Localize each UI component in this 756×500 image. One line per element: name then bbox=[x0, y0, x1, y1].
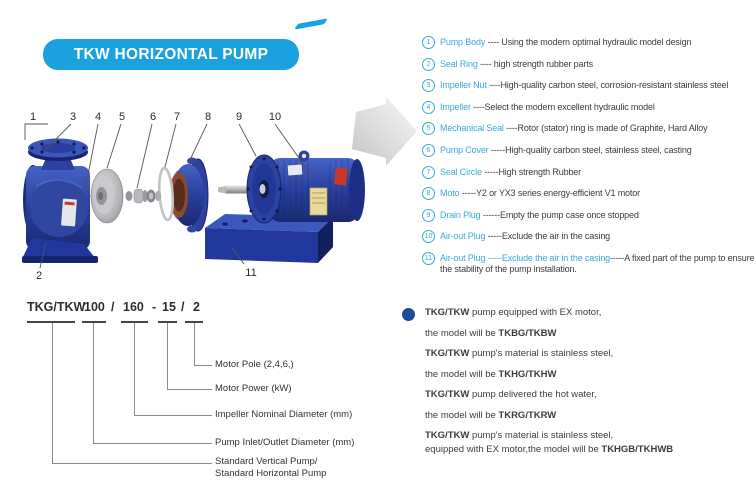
model-code-segment: - bbox=[152, 300, 157, 314]
code-callout-label: Motor Pole (2,4,6,) bbox=[215, 359, 294, 370]
part-description: -----Exclude the air in the casing bbox=[485, 231, 611, 242]
part-description: -----High-quality carbon steel, stainless steel, casting bbox=[488, 144, 692, 155]
code-callout-label: Standard Horizontal Pump bbox=[215, 468, 327, 479]
code-underline bbox=[82, 321, 106, 323]
code-underline bbox=[27, 321, 75, 323]
model-code-segment: / bbox=[181, 300, 185, 314]
part-name: Moto bbox=[440, 188, 460, 199]
title-banner bbox=[43, 39, 299, 70]
parts-list-item bbox=[422, 37, 756, 49]
variant-line: TKG/TKW pump delivered the hot water, bbox=[425, 389, 597, 400]
callout-line bbox=[134, 415, 212, 416]
item-badge: 10 bbox=[422, 230, 435, 243]
model-code: TKRG/TKRW bbox=[498, 409, 557, 421]
item-badge: 1 bbox=[422, 36, 435, 49]
arrow-right-icon bbox=[352, 97, 417, 166]
variant-line: TKG/TKW pump equipped with EX motor, bbox=[425, 307, 602, 318]
part-name: Impeller bbox=[440, 101, 471, 112]
bullet-dot bbox=[402, 308, 415, 321]
parts-list-item bbox=[422, 231, 756, 243]
part-name: Pump Body bbox=[440, 37, 486, 47]
part-name: Seal Circle bbox=[440, 166, 482, 177]
item-badge: 9 bbox=[422, 209, 435, 222]
item-badge: 5 bbox=[422, 122, 435, 135]
motor-shaft bbox=[218, 186, 226, 194]
part-name: Air-out Plug bbox=[440, 252, 486, 263]
variant-line: the model will be TKBG/TKBW bbox=[425, 327, 557, 339]
item-badge: 4 bbox=[422, 101, 435, 114]
motor bbox=[218, 151, 365, 224]
callout-line bbox=[167, 389, 212, 390]
variant-line: TKG/TKW pump's material is stainless steel, bbox=[425, 430, 614, 441]
model-code: TKHGB/TKHWB bbox=[601, 444, 674, 455]
part-number-label: 5 bbox=[118, 111, 126, 123]
part-description: ----Rotor (stator) ring is made of Graphite, Hard Alloy bbox=[503, 123, 708, 134]
part-number-label: 8 bbox=[204, 111, 212, 123]
model-code-segment: 15 bbox=[162, 300, 176, 314]
part-number-label: 2 bbox=[35, 270, 43, 282]
code-callout-label: Pump Inlet/Outlet Diameter (mm) bbox=[215, 437, 355, 448]
model-code-segment: / bbox=[111, 300, 115, 314]
part-number-label: 4 bbox=[94, 111, 102, 123]
variant-line: TKG/TKW pump's material is stainless steel, bbox=[425, 348, 614, 359]
part-name: Pump Cover bbox=[440, 144, 489, 155]
part-description: ----High-quality carbon steel, corrosion-resistant stainless steel bbox=[486, 80, 729, 91]
part-description: -----A fixed part of the pump to ensure the stability of the pump installation. bbox=[440, 252, 755, 275]
model-code-segment: TKG/TKW bbox=[27, 300, 86, 314]
banner-swoosh bbox=[294, 18, 328, 29]
code-callout-label: Standard Vertical Pump/ bbox=[215, 456, 318, 467]
motor-nameplate bbox=[310, 188, 327, 215]
model-code-segment: 160 bbox=[123, 300, 144, 314]
model-code-segment: 2 bbox=[193, 300, 200, 314]
pump-body bbox=[22, 139, 98, 264]
callout-line bbox=[52, 323, 53, 463]
callout-line bbox=[93, 323, 94, 443]
part-number-label: 11 bbox=[245, 267, 257, 279]
part-description: ----Select the modern excellent hydraulic model bbox=[470, 101, 655, 112]
item-badge: 7 bbox=[422, 166, 435, 179]
callout-line bbox=[194, 323, 195, 365]
parts-list-item bbox=[422, 145, 756, 157]
parts-list-item bbox=[422, 123, 756, 135]
item-badge: 2 bbox=[422, 58, 435, 71]
callout-line bbox=[52, 463, 212, 464]
part-number-label: 7 bbox=[173, 111, 181, 123]
item-badge: 6 bbox=[422, 144, 435, 157]
part-description: ---- high strength rubber parts bbox=[477, 58, 593, 69]
part-name: Drain Plug bbox=[440, 209, 481, 220]
part-number-label: 3 bbox=[69, 111, 77, 123]
model-code-segment: 100 bbox=[84, 300, 105, 314]
callout-line bbox=[167, 323, 168, 389]
part-name: Seal Ring bbox=[440, 58, 478, 69]
parts-list-item bbox=[422, 80, 756, 92]
part-name: Air-out Plug bbox=[440, 231, 486, 242]
parts-list-item bbox=[422, 102, 756, 114]
parts-list-item bbox=[422, 188, 756, 200]
part-number-label: 1 bbox=[29, 111, 37, 123]
callout-line bbox=[194, 365, 212, 366]
callout-line bbox=[134, 323, 135, 415]
code-callout-label: Impeller Nominal Diameter (mm) bbox=[215, 409, 353, 420]
pump-cover bbox=[170, 158, 208, 233]
item-badge: 11 bbox=[422, 252, 435, 265]
model-code: TKHG/TKHW bbox=[498, 368, 557, 380]
page-title: TKW HORIZONTAL PUMP bbox=[73, 45, 269, 63]
exploded-pump-diagram bbox=[12, 96, 418, 292]
part-description: -----High strength Rubber bbox=[481, 166, 582, 177]
part-number-label: 10 bbox=[268, 111, 282, 123]
model-code: TKBG/TKBW bbox=[498, 327, 557, 339]
parts-list-item bbox=[422, 210, 756, 222]
mechanical-seal-parts bbox=[126, 189, 162, 203]
variant-line: the model will be TKRG/TKRW bbox=[425, 409, 557, 421]
item-badge: 3 bbox=[422, 79, 435, 92]
parts-list-item bbox=[422, 167, 756, 179]
part-number-label: 9 bbox=[235, 111, 243, 123]
impeller bbox=[91, 169, 123, 223]
code-callout-label: Motor Power (kW) bbox=[215, 383, 292, 394]
variant-line: equipped with EX motor,the model will be TKHGB/TKHWB bbox=[425, 444, 674, 455]
parts-list bbox=[422, 37, 756, 285]
callout-line bbox=[93, 443, 212, 444]
part-number-label: 6 bbox=[149, 111, 157, 123]
part-description: ------Empty the pump case once stopped bbox=[480, 209, 639, 220]
part-description: ---- Using the modern optimal hydraulic model design bbox=[485, 37, 692, 47]
part-name: Mechanical Seal bbox=[440, 123, 504, 134]
part-description: -----Y2 or YX3 series energy-efficient V1 motor bbox=[459, 188, 640, 199]
part-name: Impeller Nut bbox=[440, 80, 487, 91]
parts-list-item: 11 Air-out Plug -----Exclude the air in the casing-----A fixed part of the pump to ensure the stability of the pump installation. bbox=[422, 253, 756, 275]
variants-section bbox=[425, 307, 756, 465]
parts-list-item bbox=[422, 59, 756, 71]
item-badge: 8 bbox=[422, 187, 435, 200]
variant-line: the model will be TKHG/TKHW bbox=[425, 368, 557, 380]
